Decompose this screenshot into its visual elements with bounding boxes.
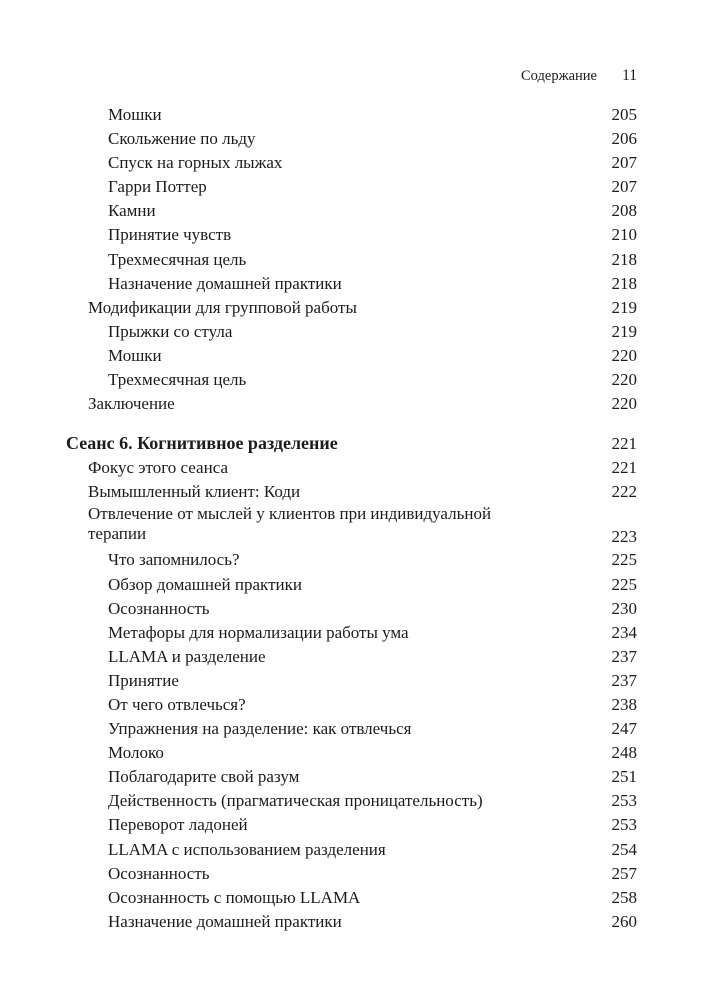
toc-entry <box>0 344 703 368</box>
toc-entry-page: 254 <box>611 839 637 859</box>
toc-entry-title: Фокус этого сеанса <box>88 458 228 478</box>
toc-entry-title: Спуск на горных лыжах <box>108 153 283 173</box>
toc-entry-page: 248 <box>611 743 637 763</box>
toc-entry <box>0 392 703 416</box>
toc-entry-page: 222 <box>611 482 637 502</box>
toc-entry-title: Трехмесячная цель <box>108 370 247 390</box>
toc-entry-page: 234 <box>611 622 637 642</box>
toc-entry <box>0 693 703 717</box>
toc-entry-title: От чего отвлечься? <box>108 694 246 714</box>
toc-entry-title: Трехмесячная цель <box>108 249 247 269</box>
toc-entry-title: Принятие чувств <box>108 225 232 245</box>
toc-entry <box>0 573 703 597</box>
toc-entry-page: 237 <box>611 670 637 690</box>
toc-entry-page: 247 <box>611 719 637 739</box>
toc-entry-title: Поблагодарите свой разум <box>108 767 300 787</box>
toc-entry <box>0 765 703 789</box>
toc-entry <box>0 272 703 296</box>
toc-entry <box>0 199 703 223</box>
toc-entry-title: Камни <box>108 201 156 221</box>
toc-entry <box>0 103 703 127</box>
toc-entry <box>0 480 703 504</box>
toc-entry <box>0 127 703 151</box>
toc-entry-page: 210 <box>611 225 637 245</box>
toc-entry <box>0 504 703 548</box>
toc-entry-title: Переворот ладоней <box>108 815 248 835</box>
section-title: Сеанс 6. Когнитивное разделение <box>66 433 338 454</box>
toc-entry <box>0 886 703 910</box>
toc-entry-title: Осознанность <box>108 598 210 618</box>
toc-entry <box>0 621 703 645</box>
toc-entry-page: 225 <box>611 574 637 594</box>
toc-entry <box>0 548 703 572</box>
toc-entry-page: 230 <box>611 598 637 618</box>
toc-entry <box>0 296 703 320</box>
toc-entry-page: 208 <box>611 201 637 221</box>
toc-entry-page: 238 <box>611 694 637 714</box>
toc-entry-page: 220 <box>611 370 637 390</box>
toc-section-heading <box>0 431 703 456</box>
toc-entry-title-line2: терапии <box>88 524 147 544</box>
toc-entry-page: 206 <box>611 129 637 149</box>
toc-entry <box>0 223 703 247</box>
toc-entry-page: 253 <box>611 815 637 835</box>
toc-entry <box>0 838 703 862</box>
toc-entry-title: Прыжки со стула <box>108 321 233 341</box>
toc-entry-page: 253 <box>611 791 637 811</box>
toc-entry-title: Молоко <box>108 743 164 763</box>
toc-entry <box>0 645 703 669</box>
toc-entry <box>0 717 703 741</box>
toc-entry <box>0 910 703 934</box>
toc-entry-page: 219 <box>611 297 637 317</box>
page-number: 11 <box>622 67 637 84</box>
toc-entry-title: Мошки <box>108 345 162 365</box>
toc-entry-page: 220 <box>611 345 637 365</box>
toc-entry-title: Действенность (прагматическая проницательность) <box>108 791 483 811</box>
toc-entry <box>0 813 703 837</box>
toc-entry <box>0 456 703 480</box>
toc-entry-title: Мошки <box>108 105 162 124</box>
toc-entry <box>0 862 703 886</box>
toc-entry <box>0 789 703 813</box>
toc-entry-page: 260 <box>611 911 637 931</box>
toc-entry-page: 251 <box>611 767 637 787</box>
toc-entry-page: 237 <box>611 646 637 666</box>
toc-entry-title: LLAMA и разделение <box>108 646 266 666</box>
toc-entry-title: Назначение домашней практики <box>108 273 342 293</box>
toc-entry-page: 207 <box>611 153 637 173</box>
running-head-title: Содержание <box>521 68 597 84</box>
toc-entry <box>0 175 703 199</box>
toc-entry-title: Заключение <box>88 394 175 414</box>
toc-entry-page: 207 <box>611 177 637 197</box>
toc-entry-title: Осознанность с помощью LLAMA <box>108 887 361 907</box>
toc-entry-page: 257 <box>611 863 637 883</box>
toc-entry-title: Упражнения на разделение: как отвлечься <box>108 719 412 739</box>
toc-entry-page: 221 <box>611 458 637 478</box>
toc-entry <box>0 320 703 344</box>
toc-entry <box>0 669 703 693</box>
toc-entry-title: Обзор домашней практики <box>108 574 302 594</box>
toc-entry-title: Что запомнилось? <box>108 550 240 570</box>
toc-entry <box>0 248 703 272</box>
toc-entry <box>0 151 703 175</box>
toc-entry-title: Модификации для групповой работы <box>88 297 357 317</box>
toc-entry-title: Метафоры для нормализации работы ума <box>108 622 409 642</box>
toc-entry-title: Осознанность <box>108 863 210 883</box>
toc-entry-title: LLAMA с использованием разделения <box>108 839 386 859</box>
toc-entry <box>0 741 703 765</box>
toc-entry-page: 218 <box>611 249 637 269</box>
toc-entry <box>0 597 703 621</box>
toc-entry-title <box>88 504 491 544</box>
toc-entry-title: Вымышленный клиент: Коди <box>88 482 301 502</box>
toc-entry <box>0 368 703 392</box>
toc-entry-page: 219 <box>611 321 637 341</box>
toc-entry-title: Принятие <box>108 670 179 690</box>
toc-entry-page: 223 <box>611 527 637 547</box>
section-page: 221 <box>611 434 637 454</box>
running-head <box>0 66 703 86</box>
toc-entry-title-line1: Отвлечение от мыслей у клиентов при индивидуальной <box>88 504 492 524</box>
toc-entry-title: Назначение домашней практики <box>108 911 342 931</box>
toc-entry-title: Гарри Поттер <box>108 177 207 197</box>
toc-entry-page: 205 <box>611 105 637 124</box>
table-of-contents <box>0 103 703 934</box>
toc-entry-title: Скольжение по льду <box>108 129 256 149</box>
toc-entry-page: 218 <box>611 273 637 293</box>
toc-entry-page: 225 <box>611 550 637 570</box>
toc-entry-page: 220 <box>611 394 637 414</box>
toc-entry-page: 258 <box>611 887 637 907</box>
